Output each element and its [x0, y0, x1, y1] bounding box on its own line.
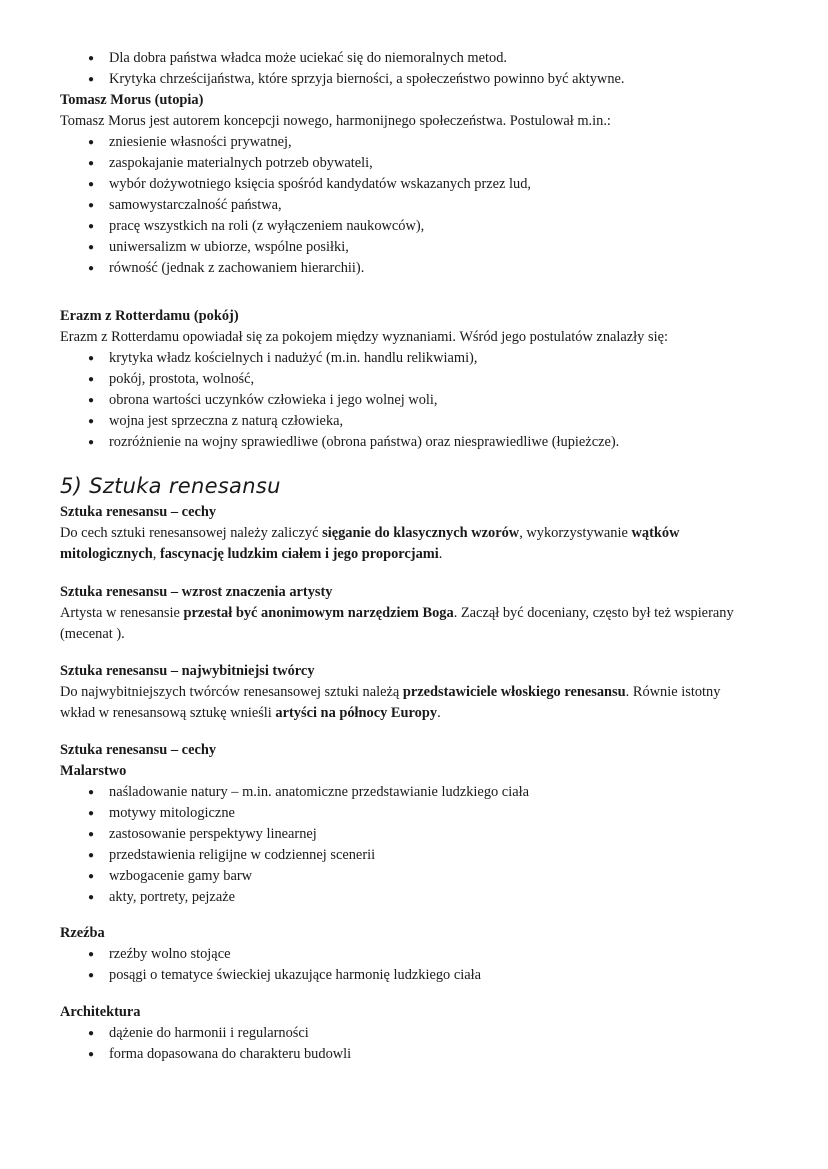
bullet-icon: ● — [87, 970, 95, 981]
paragraph-line: Do cech sztuki renesansowej należy zaliczyć sięganie do klasycznych wzorów, wykorzystywanie wątków — [60, 525, 680, 541]
document-page: ● Dla dobra państwa władca może uciekać się do niemoralnych metod. ● Krytyka chrześcijaństwa, które sprzyja bierności, a społeczeństwo powinno być aktywne. Tomasz Morus (utopia) Tomasz Morus jest autorem koncepcji nowego, harmonijnego społeczeństwa. Postulował m.in.: ● zniesienie własności prywatnej, ● zaspokajanie materialnych potrzeb obywateli, ● wybór dożywotniego księcia spośród kandydatów wskazanych przez lud, ● samowystarczalność państwa, ● pracę wszystkich na roli (z wyłączeniem naukowców), ● uniwersalizm w ubiorze, wspólne posiłki, ● równość (jednak z zachowaniem hierarchii). Erazm z Rotterdamu (pokój) Erazm z Rotterdamu opowiadał się za pokojem między wyznaniami. Wśród jego postulatów znalazły się: ● krytyka władz kościelnych i nadużyć (m.in. handlu relikwiami), ● pokój, prostota, wolność, ● obrona wartości uczynków człowieka i jego wolnej woli, ● wojna jest sprzeczna z naturą człowieka, ● rozróżnienie na wojny sprawiedliwe (obrona państwa) oraz niesprawiedliwe (łupieżcze). 5) Sztuka renesansu Sztuka renesansu – cechy Do cech sztuki renesansowej należy zaliczyć sięganie do klasycznych wzorów, wykorzystywanie wątków mitologicznych, fascynację ludzkim ciałem i jego proporcjami. Sztuka renesansu – wzrost znaczenia artysty Artysta w renesansie przestał być anonimowym narzędziem Boga. Zaczął być doceniany, często był też wspierany (mecenat ). Sztuka renesansu – najwybitniejsi twórcy Do najwybitniejszych twórców renesansowej sztuki należą przedstawiciele włoskiego renesansu. Równie istotny wkład w renesansową sztukę wnieśli artyści na północy Europy. Sztuka renesansu – cechy Malarstwo ● naśladowanie natury – m.in. anatomiczne przedstawianie ludzkiego ciała ● motywy mitologiczne ● zastosowanie perspektywy linearnej ● przedstawienia religijne w codziennej scenerii ● wzbogacenie gamy barw ● akty, portrety, pejzaże Rzeźba ● rzeźby wolno stojące ● posągi o tematyce świeckiej ukazujące harmonię ludzkiego ciała Architektura ● dążenie do harmonii i regularności ● forma dopasowana do charakteru budowli — [0, 0, 828, 1169]
bullet-icon: ● — [87, 221, 95, 232]
subsection-heading: Sztuka renesansu – cechy — [60, 742, 217, 758]
bullet-icon: ● — [87, 949, 95, 960]
subheading-malarstwo: Malarstwo — [60, 763, 127, 779]
subsection-heading: Sztuka renesansu – najwybitniejsi twórcy — [60, 663, 315, 679]
bullet-icon: ● — [87, 1028, 95, 1039]
bullet-icon: ● — [87, 74, 95, 85]
bullet-icon: ● — [87, 353, 95, 364]
bullet-icon: ● — [87, 829, 95, 840]
section-heading-erazm: Erazm z Rotterdamu (pokój) — [60, 308, 239, 324]
bullet-icon: ● — [87, 242, 95, 253]
paragraph-line: Do najwybitniejszych twórców renesansowej sztuki należą przedstawiciele włoskiego renesansu. Równie istotny — [60, 684, 721, 700]
bullet-icon: ● — [87, 158, 95, 169]
bullet-icon: ● — [87, 53, 95, 64]
bullet-icon: ● — [87, 808, 95, 819]
bullet-icon: ● — [87, 892, 95, 903]
bullet-icon: ● — [87, 374, 95, 385]
bullet-icon: ● — [87, 263, 95, 274]
subheading-rzezba: Rzeźba — [60, 925, 105, 941]
paragraph-line: Artysta w renesansie przestał być anonimowym narzędziem Boga. Zaczął być doceniany, często był też wspierany — [60, 605, 734, 621]
section-heading-morus: Tomasz Morus (utopia) — [60, 92, 204, 108]
bullet-icon: ● — [87, 787, 95, 798]
section-title: 5) Sztuka renesansu — [60, 474, 281, 498]
bullet-icon: ● — [87, 850, 95, 861]
subheading-architektura: Architektura — [60, 1004, 141, 1020]
bullet-icon: ● — [87, 437, 95, 448]
bullet-icon: ● — [87, 179, 95, 190]
paragraph: Tomasz Morus jest autorem koncepcji nowego, harmonijnego społeczeństwa. Postulował m.in.: — [60, 113, 611, 129]
bullet-icon: ● — [87, 200, 95, 211]
paragraph-line: wkład w renesansową sztukę wnieśli artyści na północy Europy. — [60, 705, 441, 721]
paragraph: Erazm z Rotterdamu opowiadał się za pokojem między wyznaniami. Wśród jego postulatów znalazły się: — [60, 329, 668, 345]
bullet-icon: ● — [87, 137, 95, 148]
subsection-heading: Sztuka renesansu – wzrost znaczenia artysty — [60, 584, 333, 600]
bullet-icon: ● — [87, 416, 95, 427]
paragraph-line: (mecenat ). — [60, 626, 125, 642]
subsection-heading: Sztuka renesansu – cechy — [60, 504, 217, 520]
bullet-icon: ● — [87, 395, 95, 406]
paragraph-line: mitologicznych, fascynację ludzkim ciałem i jego proporcjami. — [60, 546, 443, 562]
bullet-icon: ● — [87, 1049, 95, 1060]
bullet-icon: ● — [87, 871, 95, 882]
